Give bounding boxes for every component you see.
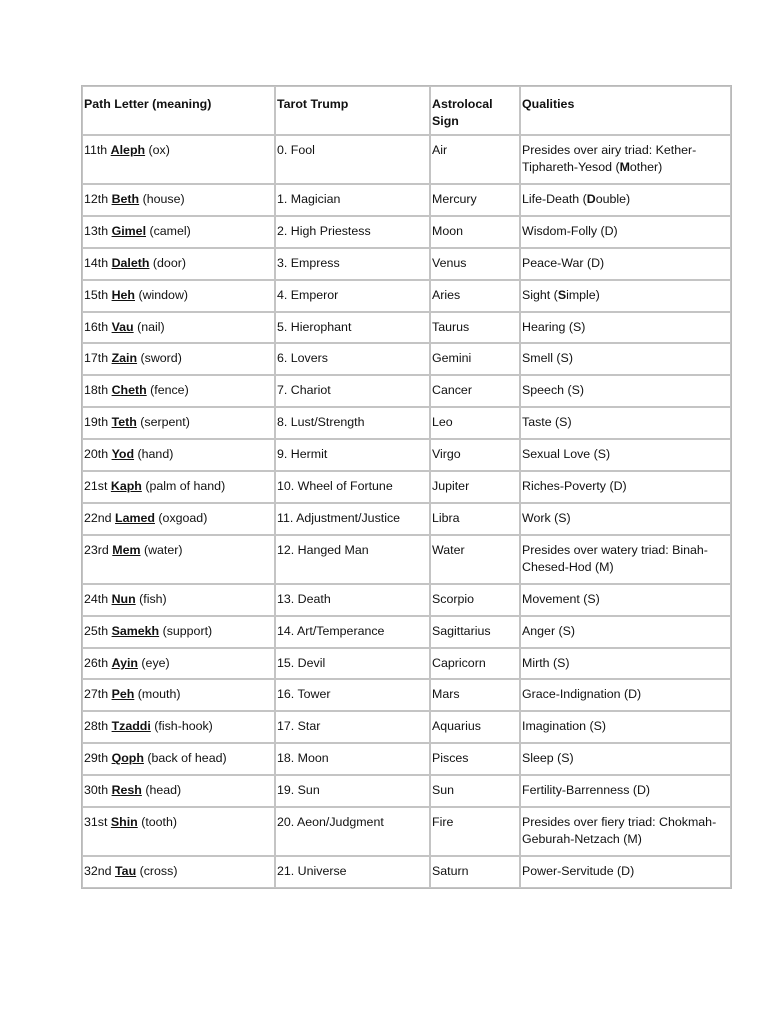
qualities-text: Imagination (S) bbox=[522, 719, 607, 734]
astrological-sign-cell: Air bbox=[430, 135, 520, 184]
hebrew-letter: Zain bbox=[111, 351, 138, 366]
astrological-sign-cell: Pisces bbox=[430, 743, 520, 775]
hebrew-letter: Vau bbox=[111, 319, 134, 334]
path-letter-cell bbox=[82, 616, 275, 648]
qualities-text-rest: ouble) bbox=[595, 192, 631, 206]
qualities-text: Presides over fiery triad: Chokmah-Geburah-Netzach (M) bbox=[522, 815, 717, 847]
tarot-trump-cell: 9. Hermit bbox=[275, 439, 430, 471]
header-astrological-sign: Astrolocal Sign bbox=[430, 86, 520, 135]
astrological-sign-cell: Venus bbox=[430, 248, 520, 280]
path-number: 15th bbox=[84, 287, 109, 302]
path-letter-cell bbox=[82, 807, 275, 856]
letter-meaning: (serpent) bbox=[140, 415, 190, 430]
qualities-cell bbox=[520, 471, 731, 503]
path-number: 20th bbox=[84, 447, 109, 462]
tarot-trump-cell: 4. Emperor bbox=[275, 280, 430, 312]
letter-meaning: (back of head) bbox=[147, 751, 227, 766]
qualities-text: Speech (S) bbox=[522, 383, 584, 398]
path-number: 17th bbox=[84, 351, 109, 366]
astrological-sign-cell: Scorpio bbox=[430, 584, 520, 616]
table-row bbox=[82, 535, 731, 584]
paths-table bbox=[81, 85, 732, 889]
qualities-text: Anger (S) bbox=[522, 623, 576, 638]
path-letter-cell bbox=[82, 216, 275, 248]
astrological-sign-cell: Jupiter bbox=[430, 471, 520, 503]
qualities-text: Sexual Love (S) bbox=[522, 447, 611, 462]
table-row bbox=[82, 856, 731, 888]
qualities-cell bbox=[520, 503, 731, 535]
letter-meaning: (nail) bbox=[137, 319, 165, 334]
path-letter-cell bbox=[82, 439, 275, 471]
letter-meaning: (eye) bbox=[141, 655, 170, 670]
path-number: 11th bbox=[84, 143, 108, 157]
qualities-text: Sleep (S) bbox=[522, 751, 574, 766]
letter-meaning: (fence) bbox=[150, 383, 189, 398]
hebrew-letter: Kaph bbox=[110, 479, 142, 494]
hebrew-letter: Cheth bbox=[111, 383, 147, 398]
hebrew-letter: Tzaddi bbox=[111, 719, 151, 734]
path-number: 12th bbox=[84, 192, 109, 206]
astrological-sign-cell: Fire bbox=[430, 807, 520, 856]
qualities-text: Power-Servitude (D) bbox=[522, 864, 635, 879]
path-number: 32nd bbox=[84, 864, 112, 879]
path-letter-cell bbox=[82, 584, 275, 616]
astrological-sign-cell: Gemini bbox=[430, 343, 520, 375]
header-qualities: Qualities bbox=[520, 86, 731, 135]
letter-meaning: (palm of hand) bbox=[145, 479, 226, 494]
path-number: 19th bbox=[84, 415, 109, 430]
header-path-letter: Path Letter (meaning) bbox=[82, 86, 275, 135]
path-letter-cell bbox=[82, 471, 275, 503]
table-row bbox=[82, 343, 731, 375]
tarot-trump-cell: 17. Star bbox=[275, 711, 430, 743]
astrological-sign-cell: Libra bbox=[430, 503, 520, 535]
astrological-sign-cell: Saturn bbox=[430, 856, 520, 888]
letter-meaning: (camel) bbox=[149, 223, 191, 238]
qualities-text: Presides over watery triad: Binah-Chesed-Hod (M) bbox=[522, 542, 708, 574]
astrological-sign-cell: Sagittarius bbox=[430, 616, 520, 648]
qualities-cell bbox=[520, 743, 731, 775]
tarot-trump-cell: 12. Hanged Man bbox=[275, 535, 430, 584]
letter-meaning: (sword) bbox=[140, 351, 182, 366]
qualities-text: Peace-War (D) bbox=[522, 255, 605, 270]
qualities-cell bbox=[520, 648, 731, 680]
table-header bbox=[82, 86, 731, 135]
qualities-text: Taste (S) bbox=[522, 415, 572, 430]
qualities-text: Sight ( bbox=[522, 287, 558, 302]
hebrew-letter: Lamed bbox=[115, 510, 155, 525]
qualities-text: Fertility-Barrenness (D) bbox=[522, 783, 651, 798]
path-number: 23rd bbox=[84, 542, 109, 557]
tarot-trump-cell: 13. Death bbox=[275, 584, 430, 616]
qualities-text: Presides over airy triad: Kether-Tiphareth-Yesod ( bbox=[522, 143, 697, 174]
astrological-sign-cell: Water bbox=[430, 535, 520, 584]
header-row bbox=[82, 86, 731, 135]
table-row bbox=[82, 216, 731, 248]
hebrew-letter: Aleph bbox=[110, 143, 146, 157]
letter-meaning: (fish) bbox=[139, 591, 167, 606]
tarot-trump-cell: 19. Sun bbox=[275, 775, 430, 807]
table-row bbox=[82, 743, 731, 775]
path-letter-cell bbox=[82, 407, 275, 439]
qualities-text-rest: imple) bbox=[566, 287, 600, 302]
table-row bbox=[82, 711, 731, 743]
letter-meaning: (water) bbox=[143, 542, 183, 557]
tarot-trump-cell: 14. Art/Temperance bbox=[275, 616, 430, 648]
qualities-cell bbox=[520, 375, 731, 407]
table-row bbox=[82, 407, 731, 439]
qualities-cell bbox=[520, 184, 731, 216]
hebrew-letter: Shin bbox=[110, 815, 138, 830]
table-row bbox=[82, 135, 731, 184]
astrological-sign-cell: Cancer bbox=[430, 375, 520, 407]
letter-meaning: (ox) bbox=[148, 143, 170, 157]
qualities-emphasis: M bbox=[619, 160, 630, 174]
table-row bbox=[82, 679, 731, 711]
astrological-sign-cell: Taurus bbox=[430, 312, 520, 344]
hebrew-letter: Heh bbox=[111, 287, 135, 302]
astrological-sign-cell: Mars bbox=[430, 679, 520, 711]
path-number: 31st bbox=[84, 815, 108, 830]
letter-meaning: (door) bbox=[152, 255, 186, 270]
path-letter-cell bbox=[82, 135, 275, 184]
table-row bbox=[82, 648, 731, 680]
astrological-sign-cell: Virgo bbox=[430, 439, 520, 471]
hebrew-letter: Peh bbox=[111, 687, 135, 702]
tarot-trump-cell: 20. Aeon/Judgment bbox=[275, 807, 430, 856]
letter-meaning: (oxgoad) bbox=[158, 510, 208, 525]
letter-meaning: (cross) bbox=[139, 864, 178, 879]
path-letter-cell bbox=[82, 375, 275, 407]
hebrew-letter: Qoph bbox=[111, 751, 144, 766]
hebrew-letter: Yod bbox=[111, 447, 135, 462]
qualities-text: Riches-Poverty (D) bbox=[522, 479, 627, 494]
path-number: 30th bbox=[84, 783, 109, 798]
path-number: 27th bbox=[84, 687, 109, 702]
table-row bbox=[82, 439, 731, 471]
qualities-cell bbox=[520, 679, 731, 711]
table-row bbox=[82, 775, 731, 807]
hebrew-letter: Tau bbox=[115, 864, 137, 879]
table-row bbox=[82, 584, 731, 616]
qualities-cell bbox=[520, 216, 731, 248]
table-row bbox=[82, 248, 731, 280]
hebrew-letter: Gimel bbox=[111, 223, 147, 238]
hebrew-letter: Daleth bbox=[111, 255, 150, 270]
hebrew-letter: Nun bbox=[111, 591, 136, 606]
table-body bbox=[82, 135, 731, 888]
letter-meaning: (window) bbox=[138, 287, 189, 302]
path-letter-cell bbox=[82, 775, 275, 807]
qualities-text: Life-Death ( bbox=[522, 192, 587, 206]
tarot-trump-cell: 15. Devil bbox=[275, 648, 430, 680]
qualities-text: Movement (S) bbox=[522, 591, 600, 606]
tarot-trump-cell: 11. Adjustment/Justice bbox=[275, 503, 430, 535]
path-letter-cell bbox=[82, 856, 275, 888]
qualities-cell bbox=[520, 280, 731, 312]
astrological-sign-cell: Moon bbox=[430, 216, 520, 248]
qualities-cell bbox=[520, 616, 731, 648]
path-number: 13th bbox=[84, 223, 109, 238]
qualities-cell bbox=[520, 343, 731, 375]
qualities-text: Wisdom-Folly (D) bbox=[522, 223, 618, 238]
qualities-text: Grace-Indignation (D) bbox=[522, 687, 642, 702]
path-letter-cell bbox=[82, 711, 275, 743]
path-number: 14th bbox=[84, 255, 109, 270]
qualities-cell bbox=[520, 248, 731, 280]
table-row bbox=[82, 471, 731, 503]
path-number: 25th bbox=[84, 623, 109, 638]
path-letter-cell bbox=[82, 280, 275, 312]
hebrew-letter: Teth bbox=[111, 415, 137, 430]
qualities-text: Mirth (S) bbox=[522, 655, 570, 670]
path-number: 22nd bbox=[84, 510, 112, 525]
tarot-trump-cell: 0. Fool bbox=[275, 135, 430, 184]
hebrew-letter: Mem bbox=[112, 542, 141, 557]
path-letter-cell bbox=[82, 184, 275, 216]
path-letter-cell bbox=[82, 743, 275, 775]
tarot-trump-cell: 10. Wheel of Fortune bbox=[275, 471, 430, 503]
header-tarot-trump: Tarot Trump bbox=[275, 86, 430, 135]
path-number: 18th bbox=[84, 383, 109, 398]
letter-meaning: (house) bbox=[142, 192, 185, 206]
path-number: 26th bbox=[84, 655, 109, 670]
path-number: 16th bbox=[84, 319, 109, 334]
path-letter-cell bbox=[82, 248, 275, 280]
qualities-cell bbox=[520, 711, 731, 743]
qualities-emphasis: S bbox=[557, 287, 567, 302]
path-number: 28th bbox=[84, 719, 109, 734]
qualities-text-rest: other) bbox=[629, 160, 663, 174]
table-row bbox=[82, 312, 731, 344]
tarot-trump-cell: 18. Moon bbox=[275, 743, 430, 775]
path-letter-cell bbox=[82, 503, 275, 535]
tarot-trump-cell: 5. Hierophant bbox=[275, 312, 430, 344]
path-letter-cell bbox=[82, 679, 275, 711]
qualities-cell bbox=[520, 807, 731, 856]
astrological-sign-cell: Leo bbox=[430, 407, 520, 439]
tarot-trump-cell: 7. Chariot bbox=[275, 375, 430, 407]
hebrew-letter: Ayin bbox=[111, 655, 138, 670]
hebrew-letter: Resh bbox=[111, 783, 142, 798]
tarot-trump-cell: 2. High Priestess bbox=[275, 216, 430, 248]
tarot-trump-cell: 6. Lovers bbox=[275, 343, 430, 375]
hebrew-letter: Beth bbox=[111, 192, 140, 206]
qualities-cell bbox=[520, 584, 731, 616]
path-number: 29th bbox=[84, 751, 109, 766]
qualities-text: Work (S) bbox=[522, 510, 571, 525]
table-row bbox=[82, 375, 731, 407]
qualities-emphasis: D bbox=[586, 192, 596, 206]
qualities-cell bbox=[520, 775, 731, 807]
astrological-sign-cell: Aries bbox=[430, 280, 520, 312]
tarot-trump-cell: 3. Empress bbox=[275, 248, 430, 280]
letter-meaning: (hand) bbox=[137, 447, 174, 462]
letter-meaning: (support) bbox=[162, 623, 213, 638]
table-row bbox=[82, 184, 731, 216]
path-letter-cell bbox=[82, 535, 275, 584]
table-row bbox=[82, 616, 731, 648]
qualities-cell bbox=[520, 135, 731, 184]
hebrew-letter: Samekh bbox=[111, 623, 160, 638]
qualities-text: Hearing (S) bbox=[522, 319, 586, 334]
table-row bbox=[82, 807, 731, 856]
qualities-cell bbox=[520, 535, 731, 584]
qualities-cell bbox=[520, 407, 731, 439]
tarot-trump-cell: 16. Tower bbox=[275, 679, 430, 711]
qualities-cell bbox=[520, 312, 731, 344]
qualities-cell bbox=[520, 439, 731, 471]
astrological-sign-cell: Sun bbox=[430, 775, 520, 807]
path-letter-cell bbox=[82, 648, 275, 680]
path-number: 21st bbox=[84, 479, 108, 494]
tarot-trump-cell: 21. Universe bbox=[275, 856, 430, 888]
table-row bbox=[82, 503, 731, 535]
astrological-sign-cell: Mercury bbox=[430, 184, 520, 216]
letter-meaning: (tooth) bbox=[141, 815, 177, 830]
tarot-trump-cell: 8. Lust/Strength bbox=[275, 407, 430, 439]
astrological-sign-cell: Aquarius bbox=[430, 711, 520, 743]
path-letter-cell bbox=[82, 343, 275, 375]
path-letter-cell bbox=[82, 312, 275, 344]
qualities-text: Smell (S) bbox=[522, 351, 573, 366]
letter-meaning: (mouth) bbox=[137, 687, 181, 702]
letter-meaning: (head) bbox=[145, 783, 182, 798]
letter-meaning: (fish-hook) bbox=[154, 719, 213, 734]
tarot-trump-cell: 1. Magician bbox=[275, 184, 430, 216]
astrological-sign-cell: Capricorn bbox=[430, 648, 520, 680]
path-number: 24th bbox=[84, 591, 109, 606]
qualities-cell bbox=[520, 856, 731, 888]
table-row bbox=[82, 280, 731, 312]
